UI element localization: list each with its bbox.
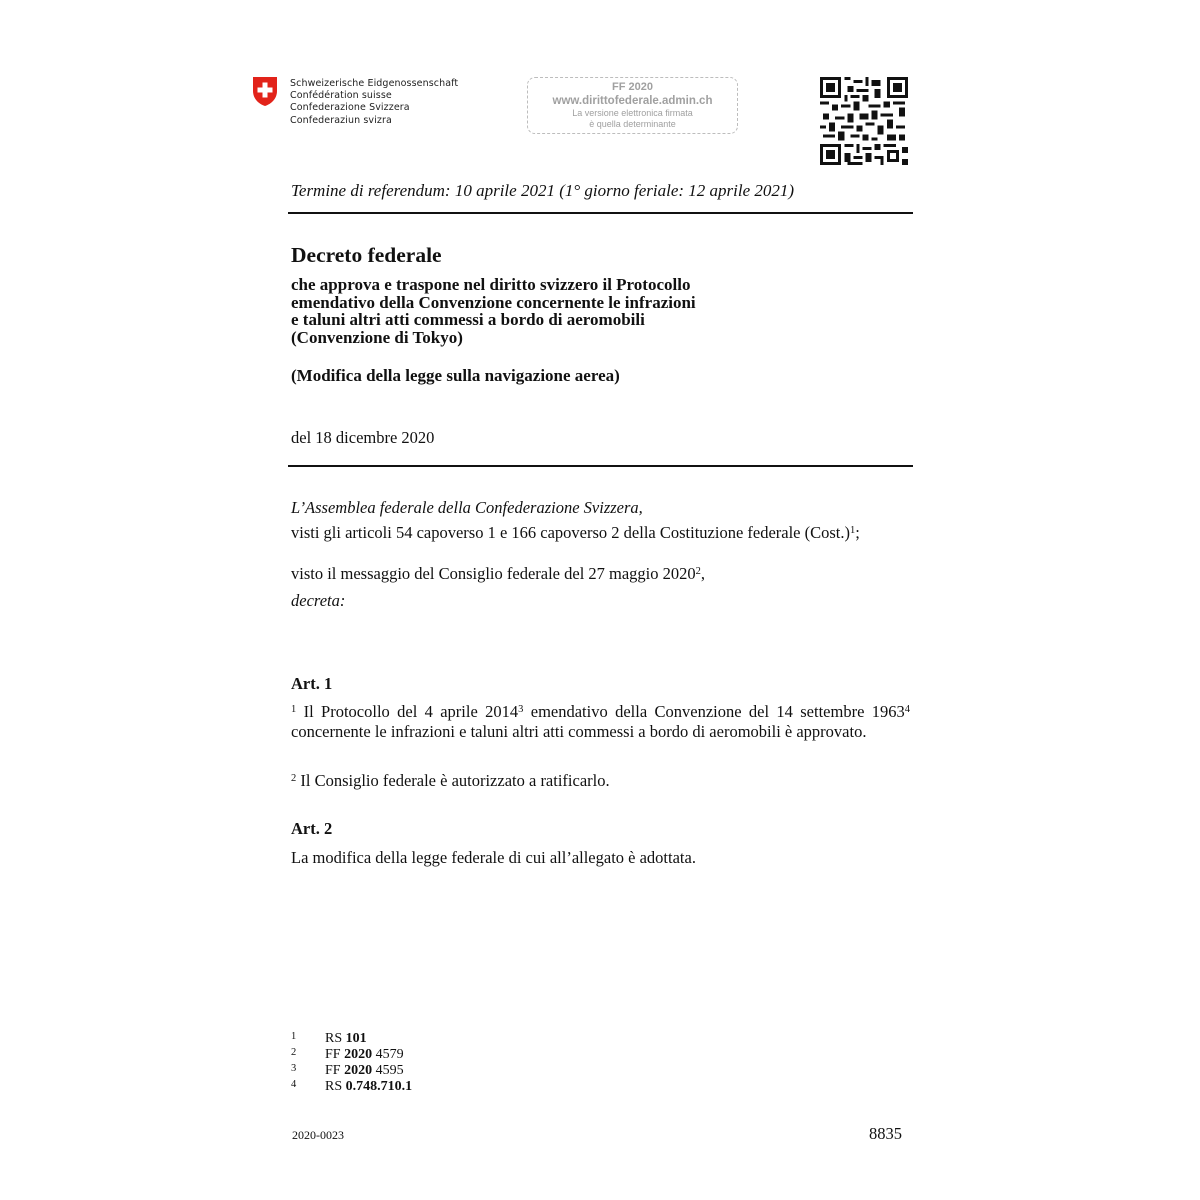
art1-paragraph-2 — [291, 771, 910, 791]
footnote — [291, 1047, 412, 1063]
art1-title: Art. 1 — [291, 674, 333, 693]
footnote-ref[interactable]: 101 — [345, 1031, 367, 1046]
ff-stamp — [527, 77, 738, 134]
referendum-deadline: Termine di referendum: 10 aprile 2021 (1° giorno feriale: 12 aprile 2021) — [291, 181, 795, 200]
art1-p1-text-b: emendativo della Convenzione del 14 settembre 1963 — [523, 702, 905, 721]
confederation-names — [290, 78, 458, 127]
art2-title: Art. 2 — [291, 819, 333, 838]
ff-stamp-edition: FF 2020 — [612, 81, 653, 93]
footnote-ref[interactable]: 2020 — [344, 1047, 373, 1062]
footnote-prefix: RS — [325, 1031, 346, 1046]
paragraph-number: 1 — [291, 704, 297, 715]
preamble-visti-text: visti gli articoli 54 capoverso 1 e 166 capoverso 2 della Costituzione federale (Cost.) — [291, 523, 851, 542]
art1-p1-text-c: concernente le infrazioni e taluni altri atti commessi a bordo di aeromobili è approvato. — [291, 722, 867, 741]
swiss-cross-icon — [252, 76, 278, 107]
footnote-ref-3[interactable]: 3 — [518, 704, 524, 715]
footnote — [291, 1063, 412, 1079]
footnote-prefix: FF — [325, 1063, 345, 1078]
preamble-visti-constitution — [291, 523, 911, 543]
footnote-ref-1[interactable]: 1 — [850, 525, 856, 536]
confed-name-rm: Confederaziun svizra — [290, 114, 392, 126]
confed-name-it: Confederazione Svizzera — [290, 102, 410, 114]
art2-text: La modifica della legge federale di cui all’allegato è adottata. — [291, 848, 696, 867]
footnote-suffix: 4579 — [372, 1047, 404, 1062]
footnote-ref[interactable]: 2020 — [344, 1063, 373, 1078]
preamble-visto-end: , — [700, 564, 706, 583]
footnote — [291, 1079, 412, 1095]
confed-name-de: Schweizerische Eidgenossenschaft — [290, 78, 459, 89]
page-number: 8835 — [869, 1124, 902, 1143]
subtitle-line: (Convenzione di Tokyo) — [291, 327, 463, 347]
preamble-assembly: L’Assemblea federale della Confederazione Svizzera, — [291, 498, 643, 517]
footnote-suffix: 4595 — [372, 1063, 404, 1078]
header-rule — [288, 212, 913, 214]
preamble-visti-end: ; — [855, 523, 860, 542]
subtitle — [291, 276, 911, 346]
modification-note: (Modifica della legge sulla navigazione aerea) — [291, 366, 620, 385]
art1-paragraph-1 — [291, 702, 910, 742]
footnote-prefix: RS — [325, 1079, 346, 1094]
ff-stamp-note-1: La versione elettronica firmata — [572, 108, 693, 118]
footnote-ref-2[interactable]: 2 — [695, 566, 701, 577]
document-id: 2020-0023 — [292, 1128, 344, 1142]
preamble-visto-message — [291, 564, 911, 584]
title-rule — [288, 465, 913, 467]
footnote — [291, 1031, 412, 1047]
footnote-prefix: FF — [325, 1047, 345, 1062]
footnote-number: 2 — [291, 1047, 297, 1058]
art1-p2-text: Il Consiglio federale è autorizzato a ratificarlo. — [296, 771, 610, 790]
footnote-number: 4 — [291, 1079, 297, 1090]
footnote-ref[interactable]: 0.748.710.1 — [345, 1079, 413, 1094]
footnotes — [291, 1031, 412, 1095]
art1-p1-text-a: Il Protocollo del 4 aprile 2014 — [296, 702, 519, 721]
ff-stamp-url[interactable]: www.dirittofederale.admin.ch — [552, 95, 713, 107]
page-title: Decreto federale — [291, 243, 442, 267]
subtitle-line: e taluni altri atti commessi a bordo di aeromobili — [291, 310, 645, 329]
confed-name-fr: Confédération suisse — [290, 90, 392, 102]
preamble-visto-text: visto il messaggio del Consiglio federale del 27 maggio 2020 — [291, 564, 696, 583]
footnote-number: 1 — [291, 1031, 297, 1042]
subtitle-line: emendativo della Convenzione concernente le infrazioni — [291, 292, 696, 312]
footnote-ref-4[interactable]: 4 — [904, 704, 910, 715]
footnote-number: 3 — [291, 1063, 297, 1074]
ff-stamp-note-2: è quella determinante — [589, 119, 676, 129]
paragraph-number: 2 — [291, 773, 297, 784]
qr-code-icon — [820, 77, 908, 165]
decree-date: del 18 dicembre 2020 — [291, 428, 435, 447]
subtitle-line: che approva e traspone nel diritto svizzero il Protocollo — [291, 275, 691, 294]
preamble-decreta: decreta: — [291, 591, 346, 610]
